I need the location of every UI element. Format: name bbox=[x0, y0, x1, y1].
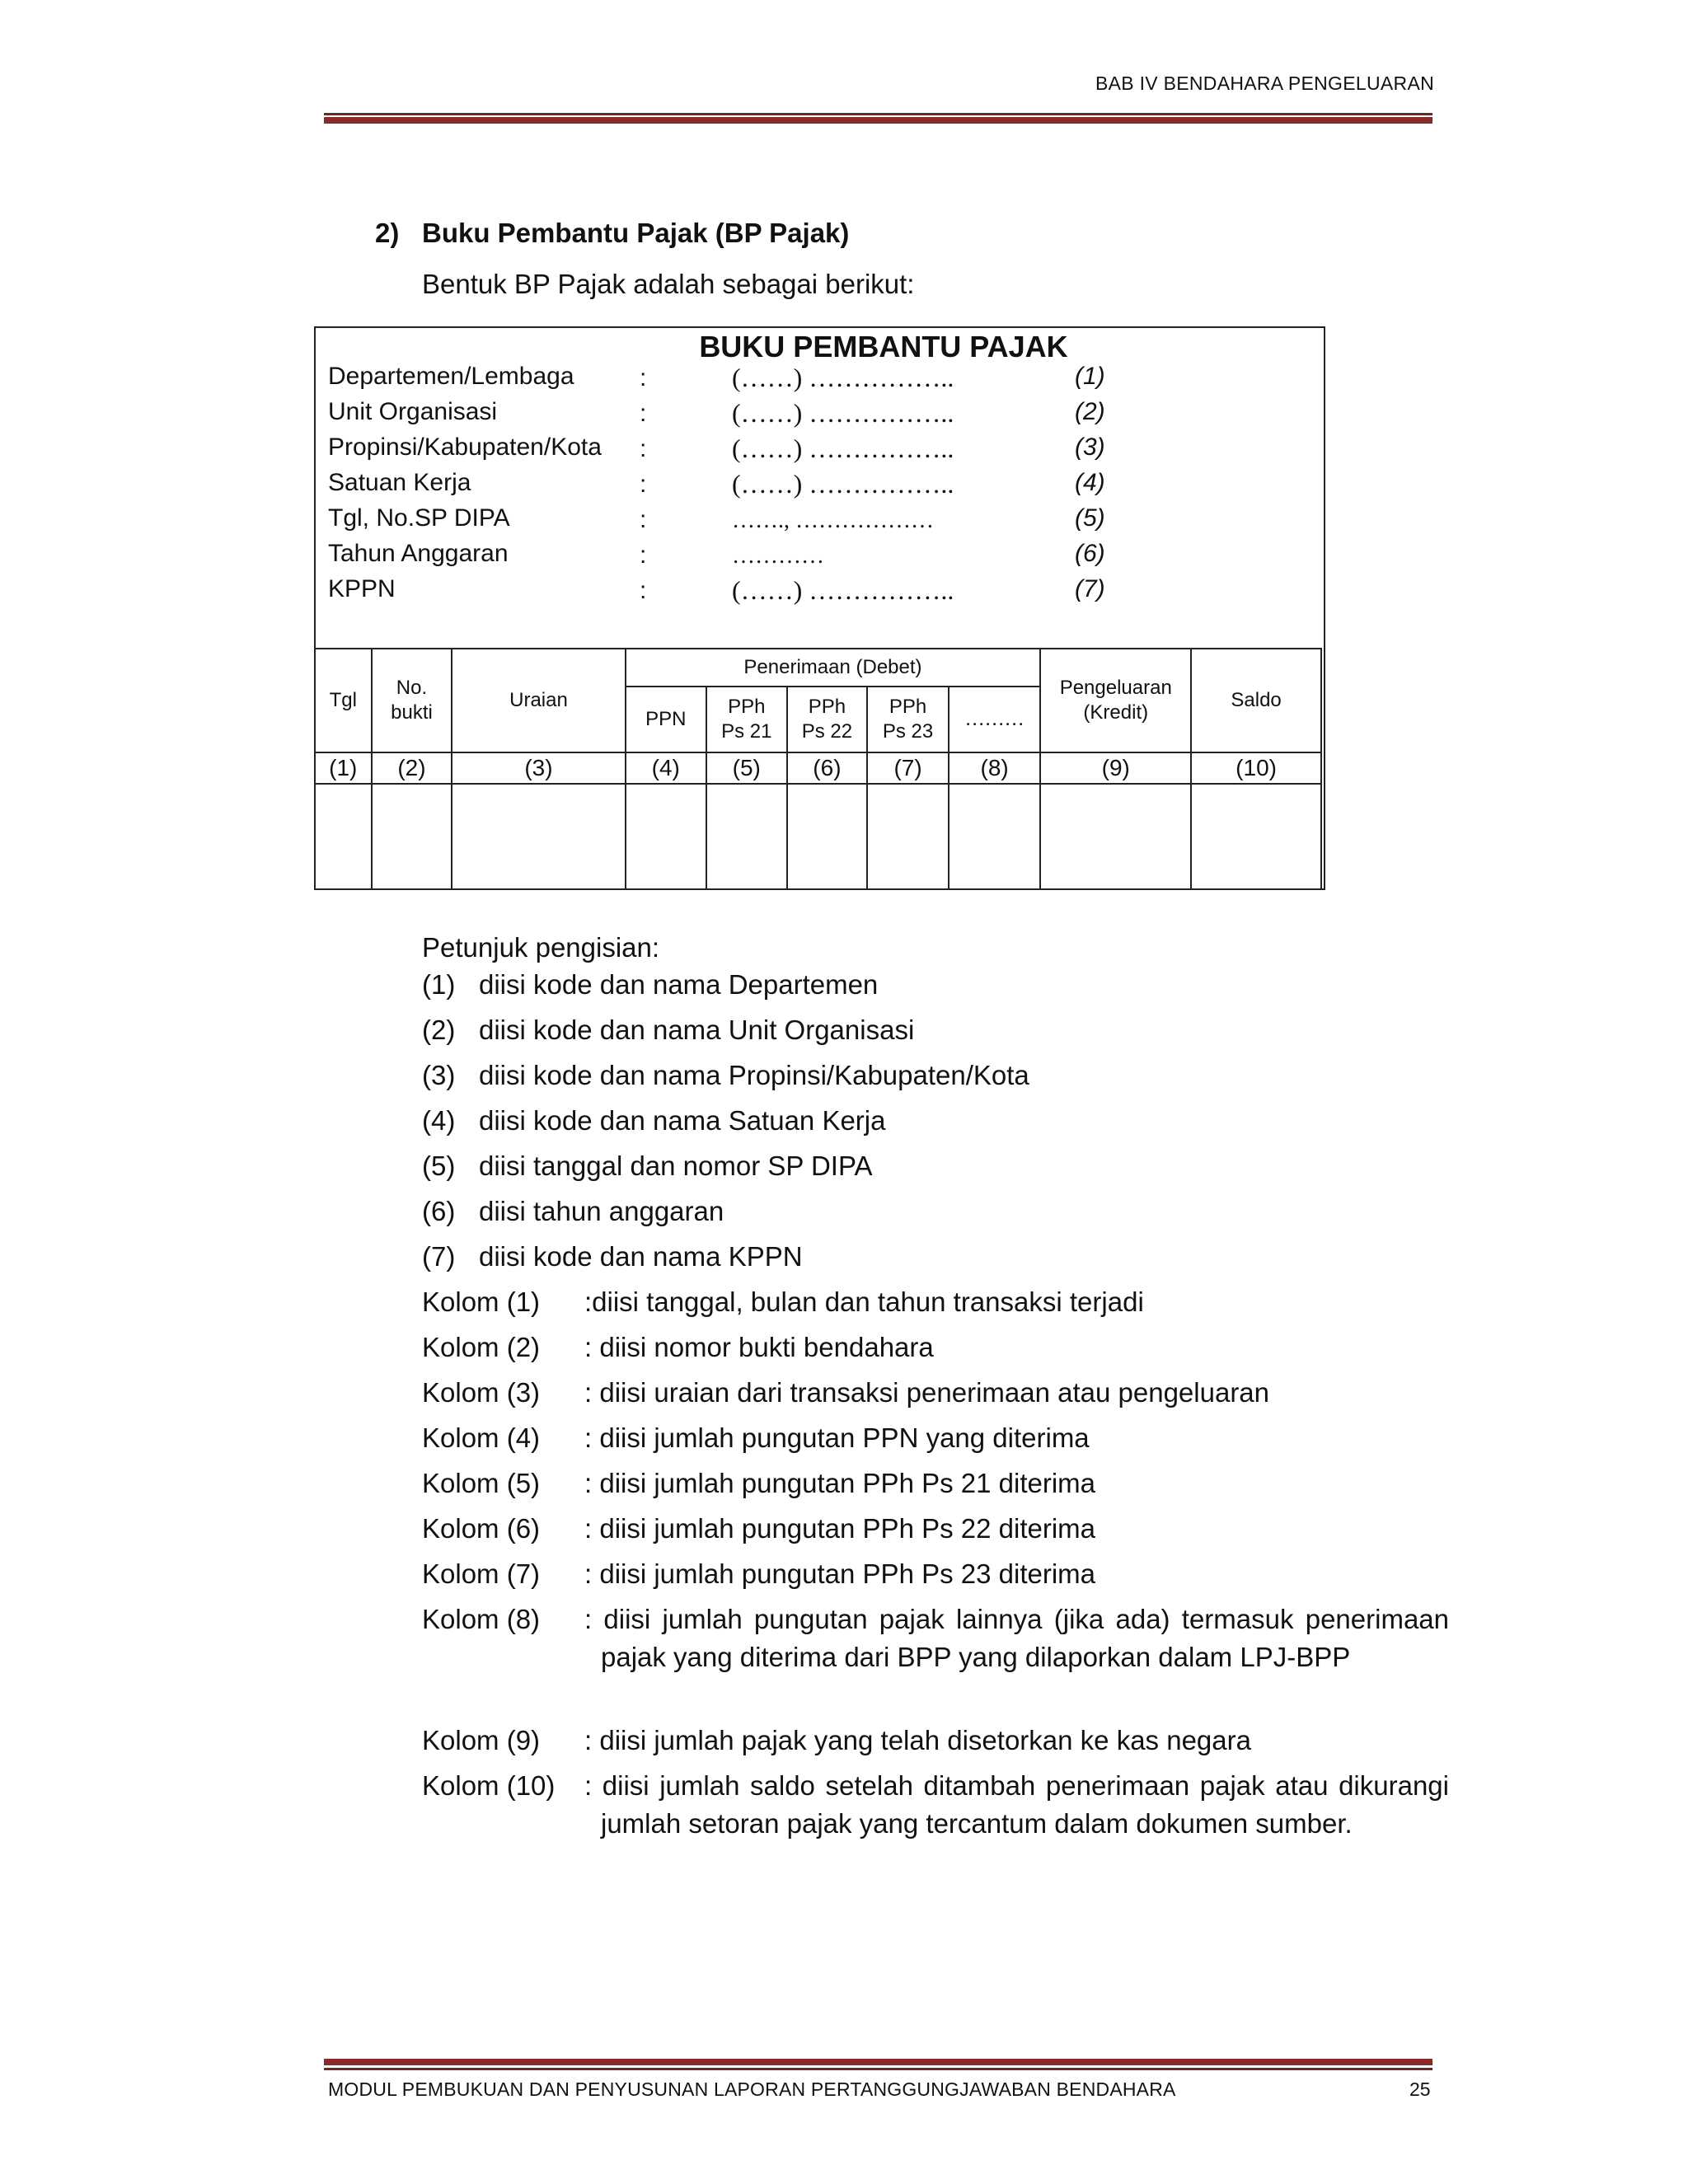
field-colon: : bbox=[640, 471, 647, 498]
col-header-pph21: PPh Ps 21 bbox=[706, 687, 787, 752]
kolom-description: : diisi jumlah pungutan PPh Ps 22 diterima bbox=[584, 1513, 1096, 1544]
field-colon: : bbox=[640, 506, 647, 533]
col-header-other: ……… bbox=[949, 687, 1041, 752]
field-ref: (1) bbox=[1075, 363, 1105, 390]
col-number: (4) bbox=[626, 752, 706, 784]
col-number: (2) bbox=[372, 752, 452, 784]
table-cell bbox=[867, 784, 949, 889]
header-rule bbox=[324, 113, 1432, 115]
col-number: (9) bbox=[1040, 752, 1191, 784]
col-header-no-bukti: No. bukti bbox=[372, 649, 452, 752]
field-value: (……) …………….. bbox=[732, 434, 954, 463]
col-header-penerimaan: Penerimaan (Debet) bbox=[626, 649, 1041, 687]
instruction-number: (2) bbox=[422, 1015, 456, 1045]
kolom-label: Kolom (9) bbox=[422, 1725, 541, 1755]
table-cell bbox=[626, 784, 706, 889]
col-header-uraian: Uraian bbox=[452, 649, 625, 752]
instructions-heading: Petunjuk pengisian: bbox=[422, 932, 660, 963]
instruction-item bbox=[422, 1060, 1029, 1091]
kolom-label: Kolom (5) bbox=[422, 1468, 541, 1498]
instruction-number: (6) bbox=[422, 1196, 456, 1226]
field-colon: : bbox=[640, 400, 647, 427]
col-number: (5) bbox=[706, 752, 787, 784]
section-title-text: Buku Pembantu Pajak (BP Pajak) bbox=[422, 218, 850, 248]
table-cell bbox=[1191, 784, 1321, 889]
instruction-number: (4) bbox=[422, 1105, 456, 1136]
running-footer: MODUL PEMBUKUAN DAN PENYUSUNAN LAPORAN PERTANGGUNGJAWABAN BENDAHARA bbox=[328, 2079, 1176, 2100]
instruction-item bbox=[422, 969, 878, 1001]
kolom-label: Kolom (2) bbox=[422, 1332, 541, 1362]
col-number: (3) bbox=[452, 752, 625, 784]
table-cell bbox=[706, 784, 787, 889]
field-label: Departemen/Lembaga bbox=[328, 363, 574, 390]
field-ref: (3) bbox=[1075, 434, 1105, 461]
instruction-item bbox=[422, 1196, 724, 1227]
ledger-table bbox=[314, 648, 1322, 890]
field-colon: : bbox=[640, 577, 647, 604]
kolom-label: Kolom (8) bbox=[422, 1604, 541, 1634]
field-ref: (4) bbox=[1075, 469, 1105, 496]
kolom-description: : diisi jumlah pungutan PPh Ps 21 diterima bbox=[584, 1468, 1096, 1498]
field-ref: (6) bbox=[1075, 540, 1105, 567]
col-header-saldo: Saldo bbox=[1191, 649, 1321, 752]
col-number: (10) bbox=[1191, 752, 1321, 784]
form-title: BUKU PEMBANTU PAJAK bbox=[699, 330, 1068, 363]
instruction-number: (5) bbox=[422, 1151, 456, 1181]
col-header-pph23: PPh Ps 23 bbox=[867, 687, 949, 752]
instruction-item bbox=[422, 1015, 914, 1046]
kolom-description: : diisi jumlah pungutan PPh Ps 23 diterima bbox=[584, 1558, 1096, 1589]
field-colon: : bbox=[640, 435, 647, 462]
instruction-text: diisi kode dan nama KPPN bbox=[479, 1241, 803, 1272]
field-ref: (5) bbox=[1075, 504, 1105, 532]
field-ref: (7) bbox=[1075, 575, 1105, 602]
field-label: Propinsi/Kabupaten/Kota bbox=[328, 434, 602, 461]
instruction-text: diisi tanggal dan nomor SP DIPA bbox=[479, 1151, 873, 1181]
instruction-text: diisi kode dan nama Departemen bbox=[479, 969, 879, 1000]
field-label: KPPN bbox=[328, 575, 396, 602]
instruction-item bbox=[422, 1105, 886, 1137]
table-cell bbox=[452, 784, 625, 889]
field-colon: : bbox=[640, 541, 647, 569]
col-number: (1) bbox=[315, 752, 372, 784]
instruction-number: (1) bbox=[422, 969, 456, 1000]
field-value: (……) …………….. bbox=[732, 398, 954, 428]
col-header-ppn: PPN bbox=[626, 687, 706, 752]
kolom-label: Kolom (1) bbox=[422, 1286, 541, 1317]
instruction-text: diisi tahun anggaran bbox=[479, 1196, 724, 1226]
field-label: Tgl, No.SP DIPA bbox=[328, 504, 510, 532]
col-header-pengeluaran: Pengeluaran (Kredit) bbox=[1040, 649, 1191, 752]
table-cell bbox=[372, 784, 452, 889]
col-header-pph22: PPh Ps 22 bbox=[787, 687, 868, 752]
kolom-description: : diisi nomor bukti bendahara bbox=[584, 1332, 934, 1362]
col-number: (8) bbox=[949, 752, 1041, 784]
kolom-description: : diisi jumlah pajak yang telah disetorkan ke kas negara bbox=[584, 1725, 1251, 1755]
instruction-number: (3) bbox=[422, 1060, 456, 1090]
kolom-description: : diisi jumlah saldo setelah ditambah penerimaan pajak atau dikurangi jumlah setoran pajak yang tercantum dalam dokumen sumber. bbox=[584, 1770, 1449, 1839]
section-intro: Bentuk BP Pajak adalah sebagai berikut: bbox=[422, 269, 915, 299]
col-number: (6) bbox=[787, 752, 868, 784]
kolom-description: :diisi tanggal, bulan dan tahun transaksi terjadi bbox=[584, 1286, 1144, 1317]
field-label: Unit Organisasi bbox=[328, 398, 498, 425]
field-ref: (2) bbox=[1075, 398, 1105, 425]
section-number: 2) bbox=[375, 218, 400, 248]
field-label: Satuan Kerja bbox=[328, 469, 471, 496]
table-row bbox=[315, 784, 1321, 889]
kolom-description: : diisi jumlah pungutan PPN yang diterima bbox=[584, 1422, 1090, 1453]
col-header-tgl: Tgl bbox=[315, 649, 372, 752]
kolom-label: Kolom (10) bbox=[422, 1770, 556, 1801]
table-cell bbox=[1040, 784, 1191, 889]
kolom-label: Kolom (3) bbox=[422, 1377, 541, 1408]
page-number: 25 bbox=[1409, 2079, 1431, 2100]
kolom-label: Kolom (4) bbox=[422, 1422, 541, 1453]
field-colon: : bbox=[640, 364, 647, 391]
kolom-label: Kolom (6) bbox=[422, 1513, 541, 1544]
field-value: ………… bbox=[732, 543, 824, 569]
instruction-text: diisi kode dan nama Unit Organisasi bbox=[479, 1015, 915, 1045]
table-cell bbox=[787, 784, 868, 889]
col-number: (7) bbox=[867, 752, 949, 784]
table-cell bbox=[315, 784, 372, 889]
instruction-item bbox=[422, 1241, 803, 1272]
field-value: (……) …………….. bbox=[732, 469, 954, 499]
footer-rule bbox=[324, 2068, 1432, 2070]
bp-pajak-form bbox=[314, 326, 1325, 890]
instruction-text: diisi kode dan nama Satuan Kerja bbox=[479, 1105, 886, 1136]
field-value: (……) …………….. bbox=[732, 363, 954, 392]
field-value: (……) …………….. bbox=[732, 575, 954, 605]
kolom-description: : diisi jumlah pungutan pajak lainnya (jika ada) termasuk penerimaan pajak yang diterima dari BPP yang dilaporkan dalam LPJ-BPP bbox=[584, 1604, 1449, 1672]
footer-rule-thick bbox=[324, 2059, 1432, 2065]
section-title bbox=[375, 218, 849, 249]
kolom-label: Kolom (7) bbox=[422, 1558, 541, 1589]
field-label: Tahun Anggaran bbox=[328, 540, 509, 567]
kolom-description: : diisi uraian dari transaksi penerimaan atau pengeluaran bbox=[584, 1377, 1270, 1408]
instruction-number: (7) bbox=[422, 1241, 456, 1272]
header-rule-thick bbox=[324, 117, 1432, 124]
instruction-text: diisi kode dan nama Propinsi/Kabupaten/Kota bbox=[479, 1060, 1029, 1090]
table-cell bbox=[949, 784, 1041, 889]
instruction-item bbox=[422, 1151, 873, 1182]
running-header: BAB IV BENDAHARA PENGELUARAN bbox=[1095, 73, 1434, 94]
field-value: ……., ……………… bbox=[732, 508, 934, 533]
